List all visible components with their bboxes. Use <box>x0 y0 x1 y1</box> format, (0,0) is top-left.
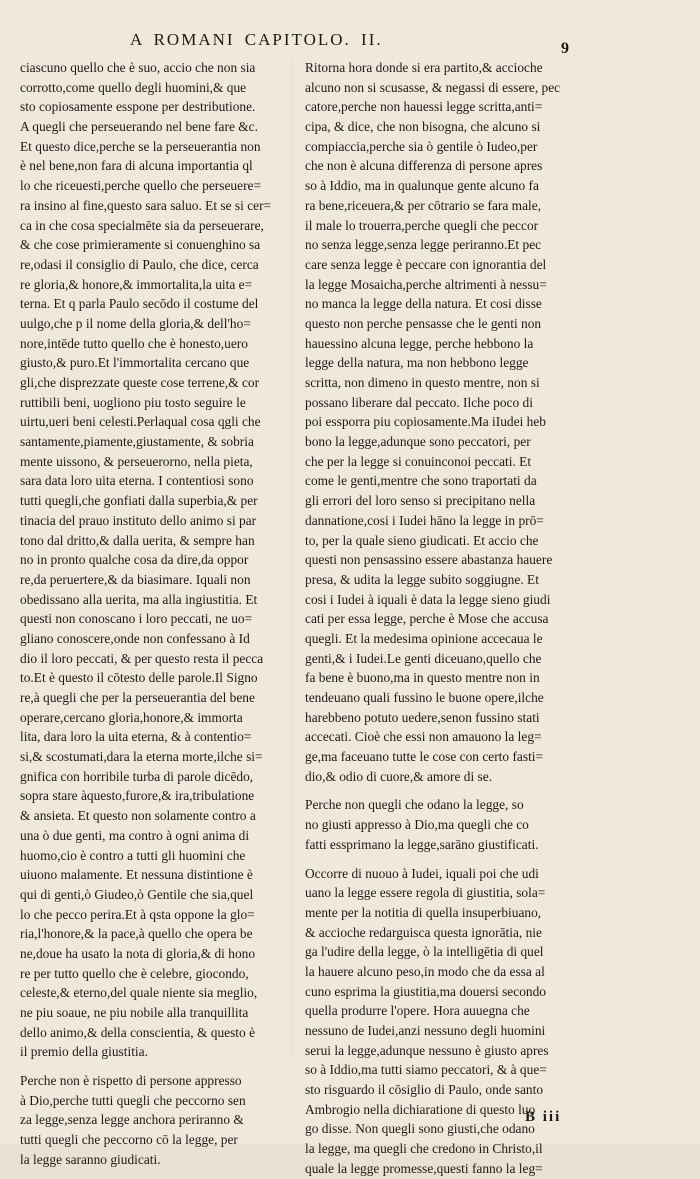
text-line: come le genti,mentre che sono traportati da <box>305 473 537 489</box>
text-line: che per la legge si conuinconoi peccati. Et <box>305 453 532 469</box>
text-line: no senza legge,senza legge periranno.Et pec <box>305 237 542 253</box>
text-line: qui di genti,ò Giudeo,ò Gentile che sia,quel <box>20 886 254 902</box>
signature-mark: B iii <box>525 1109 562 1125</box>
text-line: re,odasi il consiglio di Paulo, che dice, cerca <box>20 256 259 272</box>
text-line: ne,doue ha usato la nota di gloria,& di hono <box>20 945 256 961</box>
text-line: no manca la legge della natura. Et cosi disse <box>305 296 542 312</box>
text-line: Et questo dice,perche se la perseuerantia non <box>20 138 261 154</box>
text-line: tutti quegli,che gonfiati dalla superbia,& per <box>20 493 258 509</box>
text-line: re,da peruertere,& da biasimare. Iquali non <box>20 571 251 587</box>
text-line: la legge, ma quegli che credono in Christo,il <box>305 1141 543 1157</box>
text-line: tutti quegli che peccorno cō la legge, per <box>20 1132 238 1148</box>
running-head: A ROMANI CAPITOLO. II. <box>130 30 383 49</box>
text-line: gli errori del loro senso si precipitano nella <box>305 493 536 509</box>
text-line: serui la legge,adunque nessuno è giusto apres <box>305 1042 549 1058</box>
text-line: cati per essa legge, perche è Mose che accusa <box>305 611 549 627</box>
text-line: Occorre di nuouo à Iudei, iquali poi che udi <box>305 865 539 881</box>
text-line: quale la legge promesse,questi fanno la leg= <box>305 1160 543 1176</box>
text-line: cuno esprima la giustitia,ma douersi secondo <box>305 983 546 999</box>
text-line: A quegli che perseuerando nel bene fare &c. <box>20 119 258 135</box>
text-line: uulgo,che p il nome della gloria,& dell'ho= <box>20 315 251 331</box>
text-line: ca in che cosa specialmēte sia da perseuerare, <box>20 217 264 233</box>
text-line: uiuono malamente. Et nessuna distintione è <box>20 867 253 883</box>
text-line: za legge,senza legge anchora periranno & <box>20 1112 244 1128</box>
text-line: accecati. Cioè che essi non amauono la leg= <box>305 729 542 745</box>
text-line: quegli. Et la medesima opinione accecaua le <box>305 630 543 646</box>
text-line: il premio della giustitia. <box>20 1044 148 1060</box>
text-line: & ansieta. Et questo non solamente contro a <box>20 808 256 824</box>
text-line: & accioche redarguisca questa ignorātia, nie <box>305 924 542 940</box>
text-line: poi essporra piu copiosamente.Ma iIudei heb <box>305 414 546 430</box>
text-line: dio,& odio di cuore,& amore di se. <box>305 768 493 784</box>
text-line: si,& scostumati,dara la eterna morte,ilche si= <box>20 749 263 765</box>
paragraph-break <box>305 786 593 795</box>
text-line: nore,intēde tutto quello che è honesto,uero <box>20 335 248 351</box>
text-line: ne piu soaue, ne piu nobile alla tranquillita <box>20 1005 249 1020</box>
text-line: ra bene,riceuera,& per cōtrario se fara male, <box>305 197 542 213</box>
text-line: to, per la quale sieno giudicati. Et accio che <box>305 532 539 548</box>
text-line: huomo,cio è contro a tutti gli huomini che <box>20 847 246 863</box>
text-line: che non è alcuna differenza di persone apres <box>305 158 543 174</box>
text-line: care senza legge è peccare con ignorantia del <box>305 256 547 272</box>
text-line: ge,ma faceuano tutte le cose con certo fasti= <box>305 749 544 765</box>
text-line: sopra stare àquesto,furore,& ira,tribulatione <box>20 788 255 804</box>
column-gutter <box>291 58 292 1058</box>
text-line: questi non pensassino essere abastanza hauere <box>305 552 553 568</box>
text-line: re,à quegli che per la perseuerantia del bene <box>20 690 255 705</box>
text-line: compiaccia,perche sia ò gentile ò Iudeo,per <box>305 138 538 154</box>
text-line: scritta, non dimeno in questo mentre, non si <box>305 375 540 390</box>
paragraph-break <box>20 1062 288 1071</box>
paragraph-break <box>305 855 593 864</box>
text-line: obedissano alla uerita, ma alla ingiustitia. Et <box>20 591 258 607</box>
text-line: gliano conoscere,onde non confessano à Id <box>20 630 250 646</box>
page-header <box>0 30 700 57</box>
text-line: questo non perche pensasse che le genti non <box>305 315 542 331</box>
text-line: la hauere alcuno peso,in modo che da essa al <box>305 963 545 979</box>
text-line: operare,cercano gloria,honore,& immorta <box>20 709 243 725</box>
text-line: quella produrre l'opere. Hora auuegna che <box>305 1003 530 1019</box>
text-line: ruttibili beni, uogliono piu tosto seguire le <box>20 394 246 410</box>
text-line: tendeuano quali fussino le buone opere,ilche <box>305 690 544 705</box>
text-line: cipa, & dice, che non bisogna, che alcuno si <box>305 119 541 135</box>
text-line: lita, dara loro la uita eterna, & à contentio= <box>20 729 252 745</box>
text-line: giusto,& puro.Et l'immortalita cercano que <box>20 355 250 371</box>
text-line: catore,perche non hauessi legge scritta,anti= <box>305 99 543 115</box>
text-line: lo che pecco perira.Et à qsta oppone la glo= <box>20 906 255 922</box>
text-line: go disse. Non quegli sono giusti,che odano <box>305 1121 535 1137</box>
text-line: gnifica con horribile turba di parole dicēdo, <box>20 768 254 784</box>
text-line: hauessino alcuna legge, perche hebbono la <box>305 335 534 351</box>
text-line: so à Iddio, ma in qualunque gente alcuno fa <box>305 178 539 194</box>
text-line: il male lo trouerra,perche quegli che peccor <box>305 217 539 233</box>
text-line: alcuno non si scusasse, & negassi di essere, pec <box>305 79 561 95</box>
text-line: à Dio,perche tutti quegli che peccorno sen <box>20 1092 246 1108</box>
text-line: so à Iddio,ma tutti siamo peccatori, & à que= <box>305 1062 547 1078</box>
text-line: bono la legge,adunque sono peccatori, per <box>305 434 531 450</box>
text-line: dannatione,cosi i Iudei hāno la legge in prō= <box>305 512 544 528</box>
text-line: Perche non è rispetto di persone appresso <box>20 1073 242 1089</box>
text-line: lo che riceuesti,perche quello che perseuere= <box>20 178 262 194</box>
text-line: Ambrogio nella dichiaratione di questo luo <box>305 1101 536 1117</box>
text-line: questi non conoscano i loro peccati, ne uo= <box>20 611 253 627</box>
text-line: la legge Mosaicha,perche altrimenti à nessu= <box>305 276 547 292</box>
text-line: harebbeno potuto uedere,senon fussino stati <box>305 709 540 725</box>
text-line: legge della natura, ma non hebbono legge <box>305 355 529 371</box>
text-line: tono dal dritto,& dalla uerita, & sempre han <box>20 532 255 548</box>
text-line: possano liberare dal peccato. Ilche poco di <box>305 394 533 410</box>
text-line: ga l'udire della legge, ò la intelligētia di quel <box>305 944 544 960</box>
text-line: uano la legge essere regola di giustitia, sola= <box>305 885 546 901</box>
text-line: uirtu,ueri beni celesti.Perlaqual cosa qgli che <box>20 414 261 430</box>
text-line: una ò due genti, ma contro à ogni anima di <box>20 827 250 843</box>
text-line: fatti essprimano la legge,sarāno giustificati. <box>305 836 539 852</box>
text-line: ciascuno quello che è suo, accio che non sia <box>20 60 256 75</box>
text-line: to.Et è questo il cōtesto delle parole.Il Signo <box>20 670 258 686</box>
text-line: Perche non quegli che odano la legge, so <box>305 797 524 813</box>
text-line: nessuno de Iudei,anzi nessuno degli huomini <box>305 1023 546 1038</box>
text-line: la legge saranno giudicati. <box>20 1151 161 1167</box>
text-line: ra insino al fine,questo sara saluo. Et se si cer= <box>20 197 272 213</box>
text-line: cosi i Iudei à iquali è data la legge sieno giudi <box>305 591 551 607</box>
text-line: no giusti appresso à Dio,ma quegli che co <box>305 817 529 833</box>
text-line: corrotto,come quello degli huomini,& que <box>20 79 247 95</box>
text-line: Ritorna hora donde si era partito,& accioche <box>305 60 543 75</box>
text-line: dio il loro peccati, & per questo resta il pecca <box>20 650 264 666</box>
text-line: re per tutto quello che è celebre, giocondo, <box>20 965 249 981</box>
text-line: mente per la notitia di quella insuperbiuano, <box>305 904 542 920</box>
right-column <box>305 58 593 1179</box>
text-line: sara data loro uita eterna. I contentiosi sono <box>20 473 254 489</box>
text-line: sto copiosamente esspone per destributione. <box>20 99 256 115</box>
text-line: ria,l'honore,& la pace,à quello che opera be <box>20 926 253 942</box>
text-line: & che cose primieramente si conuenghino sa <box>20 237 261 253</box>
left-column <box>20 58 288 1170</box>
text-line: sto risguardo il cōsiglio di Paulo, onde santo <box>305 1082 544 1098</box>
text-line: genti,& i Iudei.Le genti diceuano,quello che <box>305 650 542 666</box>
text-line: tinacia del prauo instituto dello animo si par <box>20 512 257 528</box>
text-line: santamente,piamente,giustamente, & sobria <box>20 434 254 450</box>
text-line: terna. Et q parla Paulo secōdo il costume del <box>20 296 259 312</box>
text-line: è nel bene,non fara di alcuna importantia ql <box>20 158 253 174</box>
text-line: presa, & udita la legge subito soggiugne. Et <box>305 571 539 587</box>
page-number: 9 <box>561 40 569 57</box>
text-line: no in pronto qualche cosa da dire,da oppor <box>20 552 249 568</box>
text-line: dello animo,& della conscientia, & questo è <box>20 1024 256 1040</box>
text-line: celeste,& eterno,del quale niente sia meglio, <box>20 985 258 1001</box>
text-line: gli,che disprezzate queste cose terrene,& cor <box>20 375 260 390</box>
text-line: fa bene è buono,ma in questo mentre non in <box>305 670 540 686</box>
text-line: re gloria,& honore,& immortalita,la uita e= <box>20 276 253 292</box>
text-line: mente uissono, & perseuerorno, nella pieta, <box>20 453 253 469</box>
